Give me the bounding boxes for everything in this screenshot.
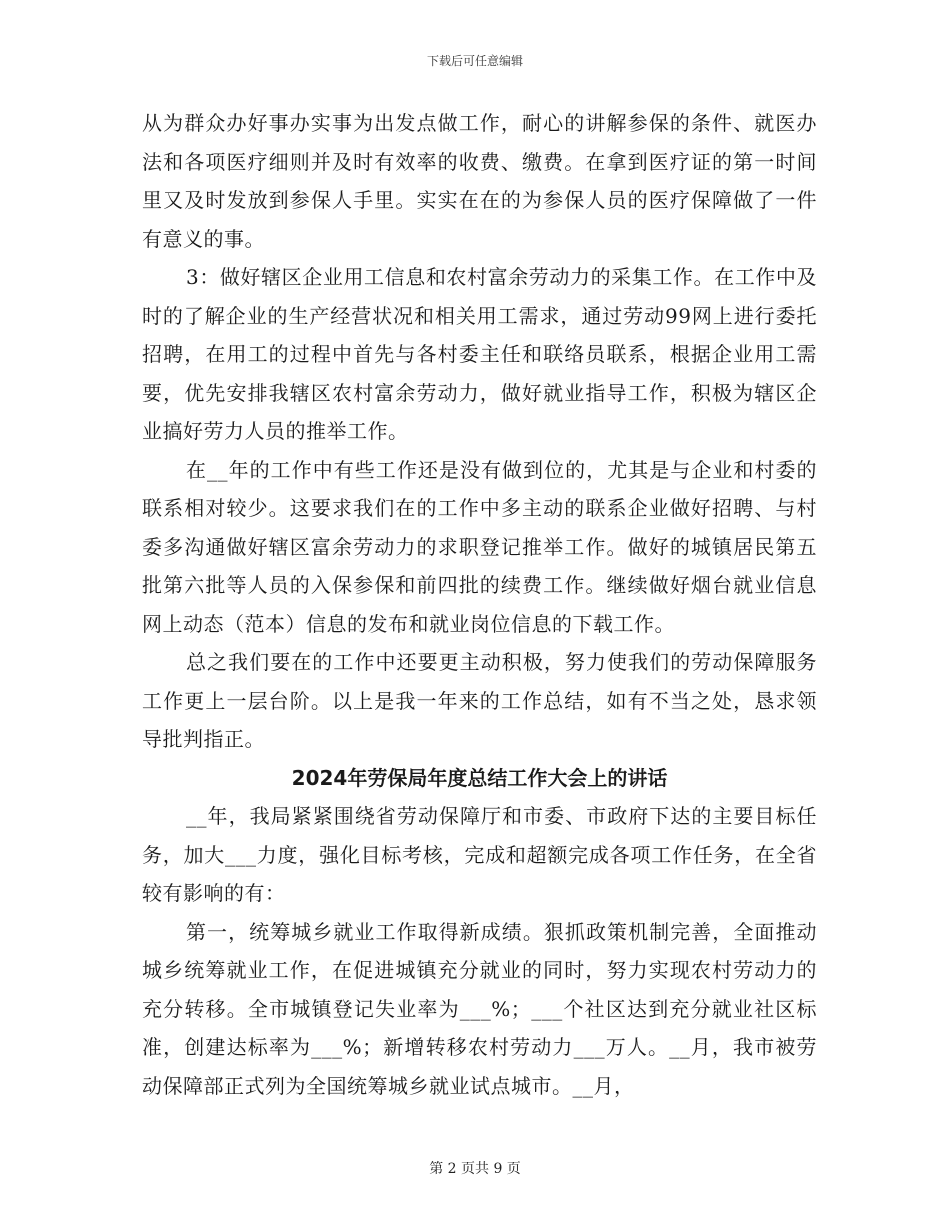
paragraph-speech-intro: __年，我局紧紧围绕省劳动保障厅和市委、市政府下达的主要目标任务，加大___力度，强化目标考核，完成和超额完成各项工作任务，在全省较有影响的有： [142,804,817,905]
page-header: 下载后可任意编辑 [426,54,523,68]
paragraph-shortcomings: 在__年的工作中有些工作还是没有做到位的，尤其是与企业和村委的联系相对较少。这要求我们在的工作中多主动的联系企业做好招聘、与村委多沟通做好辖区富余劳动力的求职登记推举工作。做好的城镇居民第五批第六批等人员的入保参保和前四批的续费工作。继续做好烟台就业信息网上动态（范本）信息的发布和就业岗位信息的下载工作。 [142,457,817,636]
section-title: 2024年劳保局年度总结工作大会上的讲话 [291,765,668,790]
paragraph-conclusion: 总之我们要在的工作中还要更主动积极，努力使我们的劳动保障服务工作更上一层台阶。以上是我一年来的工作总结，如有不当之处，恳求领导批判指正。 [142,650,817,751]
document-body [142,104,817,1105]
page-footer: 第 2 页共 9 页 [429,1161,521,1177]
paragraph-medical-insurance: 从为群众办好事办实事为出发点做工作，耐心的讲解参保的条件、就医办法和各项医疗细则并及时有效率的收费、缴费。在拿到医疗证的第一时间里又及时发放到参保人手里。实实在在的为参保人员的医疗保障做了一件有意义的事。 [142,111,817,251]
paragraph-employment-achievements: 第一，统筹城乡就业工作取得新成绩。狠抓政策机制完善，全面推动城乡统筹就业工作，在促进城镇充分就业的同时，努力实现农村劳动力的充分转移。全市城镇登记失业率为___%；___个社区达到充分就业社区标准，创建达标率为___%；新增转移农村劳动力___万人。__月，我市被劳动保障部正式列为全国统筹城乡就业试点城市。__月， [142,919,817,1098]
paragraph-labor-info-collection: 3：做好辖区企业用工信息和农村富余劳动力的采集工作。在工作中及时的了解企业的生产经营状况和相关用工需求，通过劳动99网上进行委托招聘，在用工的过程中首先与各村委主任和联络员联系，根据企业用工需要，优先安排我辖区农村富余劳动力，做好就业指导工作，积极为辖区企业搞好劳力人员的推举工作。 [142,265,817,443]
